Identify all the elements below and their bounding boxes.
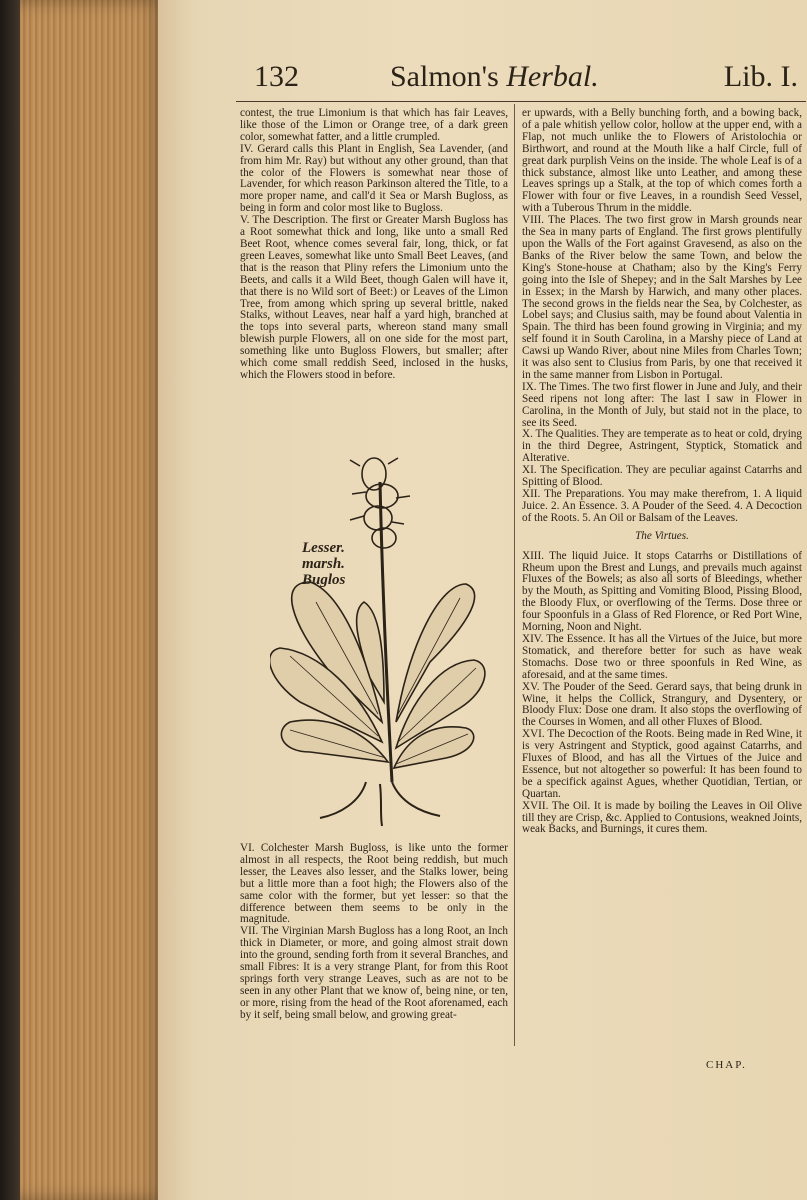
paragraph: IV. Gerard calls this Plant in English, Sea Lavender, (and from him Mr. Ray) but without any other ground, than that the color of the Flowers is somewhat near those of Lavender, for which reason Parkinson altered the Title, to a more proper name, and call'd it Sea or Marsh Bugloss, as being in form and color most like to Bugloss. <box>240 142 508 215</box>
plant-illustration <box>270 452 490 830</box>
running-header <box>254 58 807 98</box>
paragraph: XIV. The Essence. It has all the Virtues of the Juice, but more Stomatick, and therefore better for such as have weak Stomachs. Dose two or three spoonfuls in Red Wine, as aforesaid, and at the same times. <box>522 632 802 681</box>
paragraph: VIII. The Places. The two first grow in Marsh grounds near the Sea in many parts of England. The first grows plentifully upon the Walls of the Fort against Gravesend, as also on the Banks of the River below the same Town, and below the King's Stone-house at Chatham; also by the King's Ferry going into the Isle of Shepey; and in the Salt Marshes by Lee in Essex; in the Marsh by Harwich, and many other places. The second grows in the fields near the Sea, by Colchester, as Lobel says; and Clusius saith, may be found about Valentia in Spain. The third has been found growing in Virginia; and my self found it in South Carolina, in a Marshy piece of Land at Cawsi up Wando River, about nine Miles from Charles Town; it was also sent to Clusius from Paris, by one that received it in the same manner from Lisbon in Portugal. <box>522 214 802 381</box>
book-page <box>158 0 807 1200</box>
section-heading: The Virtues. <box>635 529 689 542</box>
left-column-top <box>240 108 508 382</box>
paragraph: X. The Qualities. They are temperate as to heat or cold, drying in the third Degree, Astringent, Styptick, Stomatick and Alterative. <box>522 428 802 465</box>
left-column-bottom <box>240 843 508 1022</box>
paragraph: XVII. The Oil. It is made by boiling the Leaves in Oil Olive till they are Crisp, &c. Applied to Contusions, weakned Joints, weak Backs, and Burnings, it cures them. <box>522 799 802 836</box>
right-column <box>522 108 802 836</box>
paragraph: er upwards, with a Belly bunching forth, and a bowing back, of a pale whitish yellow color, hollow at the upper end, with a Flap, not much unlike the to Flowers of Aristolochia or Birthwort, and round at the Mouth like a half Circle, full of great dark purplish Veins on the inside. The whole Leaf is of a thick substance, almost like unto Leather, and among these Leaves springs up a Stalk, at the top of which comes forth a Flower with four or five Leaves, in a roundish Seed Vessel, with a Tuberous Thrum in the middle. <box>522 107 802 215</box>
paragraph: XIII. The liquid Juice. It stops Catarrhs or Distillations of Rheum upon the Brest and Lungs, and prevails much against Fluxes of the Bowels; as also all sorts of Bleedings, whether by the Mouth, as Spitting and Vomiting Blood, Pissing Blood, the Bloody Flux, or overflowing of the Terms. Dose three or four Spoonfuls in a Glass of Red Florence, or Red Port Wine, Morning, Noon and Night. <box>522 549 802 634</box>
woodcut-label-line: Lesser. <box>302 540 345 556</box>
paragraph: XV. The Pouder of the Seed. Gerard says, that being drunk in Wine, it helps the Collick, Strangury, and Dysentery, or Bloody Flux: Dose one dram. It also stops the overflowing of the Courses in Women, and all other Fluxes of Blood. <box>522 680 802 729</box>
catchword: CHAP. <box>706 1059 747 1071</box>
paragraph: XVI. The Decoction of the Roots. Being made in Red Wine, it is very Astringent and Styptick, good against Catarrhs, and Fluxes of Blood, and has all the Virtues of the Juice and Essence, but not altogether so powerful: It has been found to be a specifick against Agues, whether Quotidian, Tertian, or Quartan. <box>522 728 802 800</box>
paragraph: VII. The Virginian Marsh Bugloss has a long Root, an Inch thick in Diameter, or more, and going almost strait down into the ground, sending forth from it several Branches, and small Fibres: It is a very strange Plant, for from this Root springs forth very strange Leaves, such as are not to be seen in any other Plant that we know of, being nine, or ten, or more, rising from the head of the Root aforenamed, each by it self, being small below, and growing great- <box>240 925 508 1021</box>
paragraph: V. The Description. The first or Greater Marsh Bugloss has a Root somewhat thick and long, like unto a small Red Beet Root, whence comes several fair, long, thick, or fat green Leaves, somewhat like unto Small Beet Leaves, (and that is the reason that Pliny refers the Limonium unto the Beets, and calls it a Wild Beet, though Galen will have it, that there is no Wild sort of Beet:) or Leaves of the Limon Tree, from among which spring up several brittle, naked Stalks, without Leaves, near half a yard high, branched at the tops into several parts, whereon stand many small blewish purple Flowers, all on one side for the most part, something like unto Bugloss Flowers, but smaller; after which come small reddish Seed, inclosed in the husks, which the Flowers stood in before. <box>240 214 508 381</box>
paragraph: XI. The Specification. They are peculiar against Catarrhs and Spitting of Blood. <box>522 464 802 489</box>
paragraph: IX. The Times. The two first flower in June and July, and their Seed ripens not long after: The last I saw in Flower in Carolina, in the Month of July, but staid not in the place, to see its Seed. <box>522 380 802 429</box>
page-number: 132 <box>254 60 299 93</box>
book-number: Lib. I. <box>723 60 798 93</box>
paragraph: XII. The Preparations. You may make therefrom, 1. A liquid Juice. 2. An Essence. 3. A Pouder of the Seed. 4. A Decoction of the Roots. 5. An Oil or Balsam of the Leaves. <box>522 488 802 524</box>
paragraph: VI. Colchester Marsh Bugloss, is like unto the former almost in all respects, the Root being reddish, but much lesser, the Leaves also lesser, and the Stalks lower, being but a little more than a foot high; the Flowers also of the same color with the former, but yet lesser: so that the difference between them seems to be only in the magnitude. <box>240 842 508 926</box>
column-divider <box>514 104 515 1046</box>
woodcut-label <box>302 540 392 588</box>
running-title-italic: Herbal. <box>506 60 599 93</box>
running-title <box>390 60 599 94</box>
woodcut-label-line: Buglos <box>302 572 346 588</box>
header-rule <box>236 101 806 102</box>
woodcut-label-line: marsh. <box>302 556 345 572</box>
marsh-bugloss-woodcut <box>270 452 490 830</box>
page-block-edges <box>20 0 168 1200</box>
paragraph: contest, the true Limonium is that which has fair Leaves, like those of the Limon or Orange tree, of a dark green color, somewhat fatter, and a little crumpled. <box>240 107 508 143</box>
running-title-prefix: Salmon's <box>390 60 499 93</box>
